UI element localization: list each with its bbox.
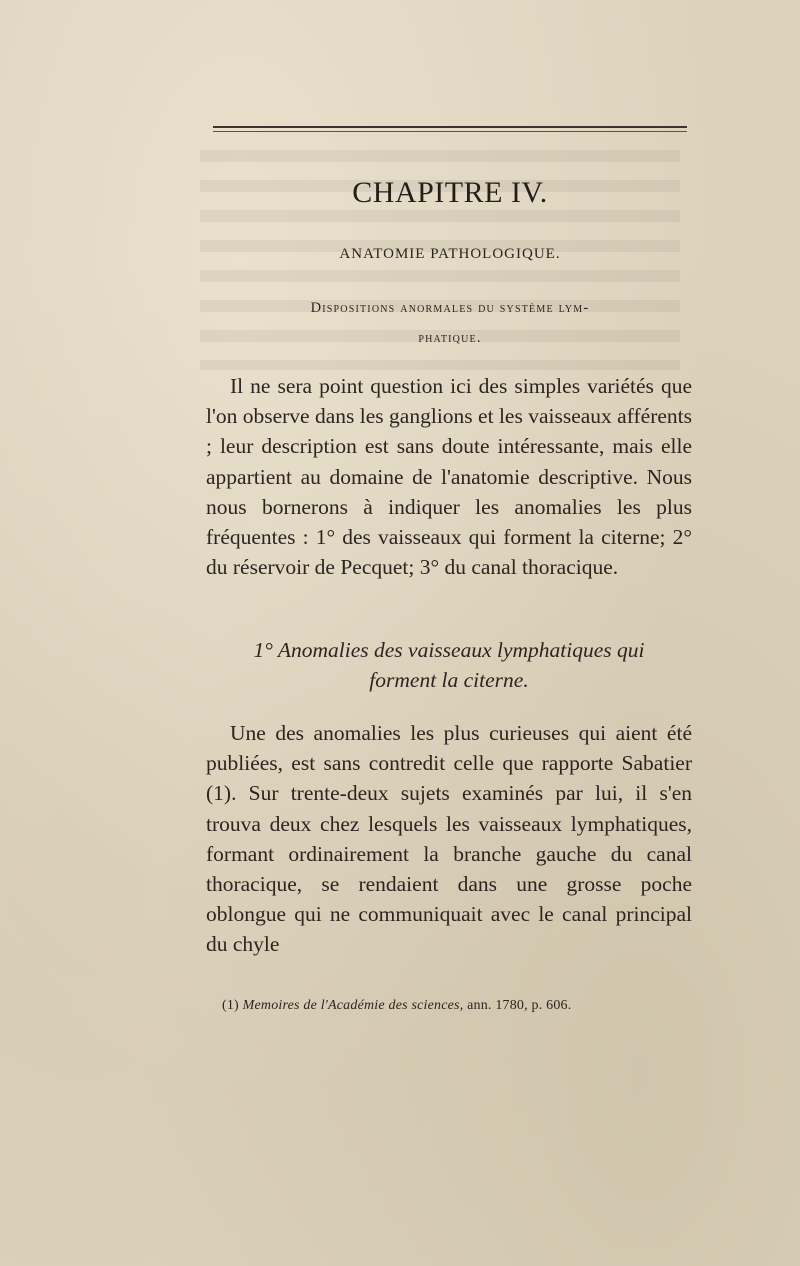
subsection-heading <box>213 293 687 353</box>
subsection-heading-line2: phatique. <box>418 330 482 346</box>
chapter-title: CHAPITRE IV. <box>352 176 548 209</box>
paragraph-2 <box>206 718 692 960</box>
subsection-title <box>206 635 692 695</box>
paragraph-1-text: Il ne sera point question ici des simples variétés que l'on observe dans les ganglions et les vaisseaux afférents ; leur description est sans doute intéressante, mais elle appartient au domaine de l'anatomie descriptive. Nous nous bornerons à indiquer les anomalies les plus fréquentes : 1° des vaisseaux qui forment la citerne; 2° du réservoir de Pecquet; 3° du canal thoracique. <box>206 374 692 580</box>
footnote-marker: (1) <box>222 998 239 1013</box>
subsection-title-line2: forment la citerne. <box>369 668 529 692</box>
header-rule-thin <box>213 131 687 132</box>
subsection-title-line1: 1° Anomalies des vaisseaux lymphatiques qui <box>253 638 645 662</box>
footnote-reference: ann. 1780, p. 606. <box>467 998 572 1013</box>
footnote-source: Memoires de l'Académie des sciences, <box>242 998 464 1013</box>
paragraph-2-text: Une des anomalies les plus curieuses qui aient été publiées, est sans contredit celle que rapporte Sabatier (1). Sur trente-deux sujets examinés par lui, il s'en trouva deux chez lesquels les vaisseaux lymphatiques, formant ordinairement la branche gauche du canal thoracique, se rendaient dans une grosse poche oblongue qui ne communiquait avec le canal principal du chyle <box>206 721 692 957</box>
footnote <box>222 998 692 1014</box>
section-heading: ANATOMIE PATHOLOGIQUE. <box>339 246 561 262</box>
header-rule <box>213 126 687 128</box>
subsection-heading-line1: Dispositions anormales du système lym- <box>310 300 590 316</box>
paragraph-1 <box>206 371 692 582</box>
